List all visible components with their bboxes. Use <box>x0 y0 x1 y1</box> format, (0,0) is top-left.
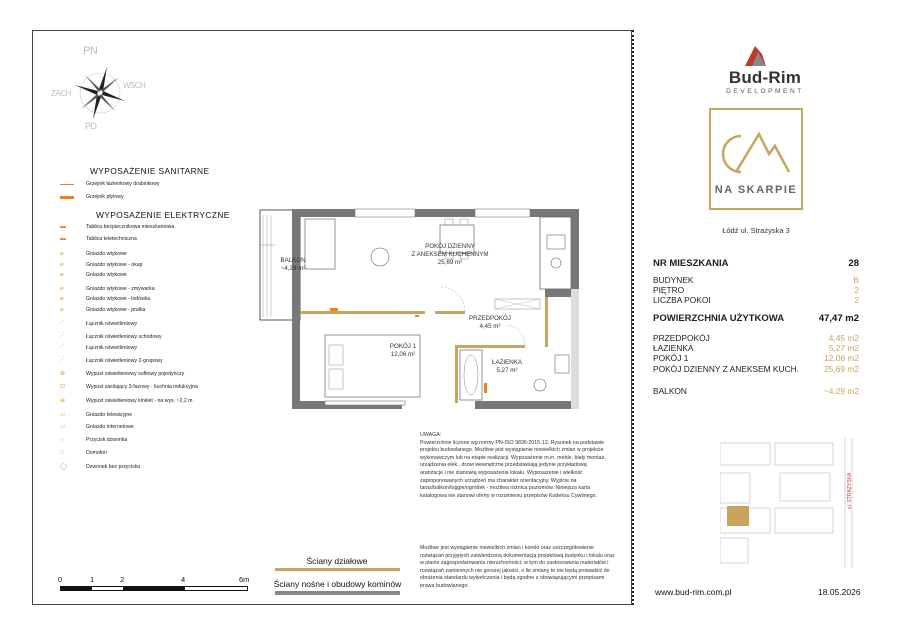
electric-symbol-icon: ⟋ <box>60 333 65 339</box>
legend-item: ⌀ Gniazdo wtykowe - zmywarka <box>60 285 155 292</box>
room-label-dzienny: POKÓJ DZIENNY Z ANEKSEM KUCHENNYM 25,69 m² <box>411 243 489 266</box>
notes-block: UWAGA: Powierzchnie liczone wg normy PN-ISO 9836:2015-12. Rysunek na podstawie projektu budowlanego. Możliwe jest wystąpienie niewielkich zmian w projekcie wykonawczym lub na etapie realizacji. Wyposażenie m.in. meble, biały montaż, urządzenia elek., drzwi wewnętrzne przedstawiają jedynie przykładową aranżacje i nie stanowią wyposażenia lokalu. Wyposażenie i wielkość zaproponowanych urządzeń ma charakter orientacyjny. Wyjście na taras/balkon/loggie/ogródek - możliwa różnica poziomów. Niniejsza karta katalogowa nie stanowi oferty w rozumieniu przepisów Kodeksu Cywilnego. <box>420 432 606 499</box>
brand-block: Bud-Rim DEVELOPMENT <box>726 68 804 95</box>
info-row: LICZBA POKOI 2 <box>653 295 859 305</box>
mountain-icon <box>711 114 801 184</box>
partition-swatch <box>275 568 400 571</box>
area-row: POKÓJ 1 12,06 m2 <box>653 353 859 363</box>
legend-item: Grzejnik łazienkowy drabinkowy <box>60 181 160 187</box>
info-row: BUDYNEK B <box>653 275 859 285</box>
legend-item: ⌀ Gniazdo wtykowe - pralka <box>60 306 146 313</box>
electric-symbol-icon: ▭ <box>60 412 66 418</box>
area-row: POKÓJ DZIENNY Z ANEKSEM KUCH. 25,69 m2 <box>653 364 859 374</box>
electric-symbol-icon: ⌀ <box>60 251 64 257</box>
electric-symbol-icon: ⟋ <box>60 320 65 326</box>
site-plan-drawing <box>720 438 860 568</box>
electric-symbol-icon: ◯ <box>60 464 67 470</box>
website-link[interactable]: www.bud-rim.com.pl <box>655 587 732 597</box>
electric-symbol-icon: ⊗ <box>60 371 66 377</box>
legend-item: ⊗ Wypust oświetleniowy sufitowy pojedynczy <box>60 370 185 377</box>
compass-star-icon <box>55 45 145 140</box>
electric-symbol-icon: ⟋ <box>60 357 65 363</box>
legend-item: Grzejnik płytowy <box>60 194 124 200</box>
sanitary-title: WYPOSAŻENIE SANITARNE <box>90 166 210 176</box>
electric-symbol-icon: ⟋ <box>60 344 65 350</box>
legend-item: □ Domofon <box>60 450 108 456</box>
date: 18.05.2026 <box>818 587 861 597</box>
divider <box>632 30 634 605</box>
floor-plan <box>255 205 585 410</box>
scale-label: 6m <box>239 575 250 584</box>
notes-block-2: Możliwe jest wystąpienie niewielkich zmian i korekt oraz uszczegółowienie rozwiązań przyjętych zatwierdzoną dokumentacją projektową budynku i lokalu oraz w planie zagospodarowania nieruchomości, w tym do zastosowania materiałów i rozwiązań zamiennych nie gorszej jakości, o ile zmiany te nie będą prowadzić do obniżenia standardu wykończenia i będą zgodne z obowiązującymi przepisami prawa budowlanego. <box>420 545 615 589</box>
area-row: ŁAZIENKA 5,27 m2 <box>653 343 859 353</box>
legend-item: ▬ Tablica bezpiecznikowa mieszkaniowa <box>60 224 175 230</box>
compass-rose <box>51 45 146 140</box>
wall-key-partition: Ściany działowe <box>306 556 368 566</box>
electric-symbol-icon: ⊡ <box>60 384 66 390</box>
legend-item: ⌀ Gniazdo wtykowe - okap <box>60 261 143 268</box>
electric-symbol-icon: ⌀ <box>60 272 64 278</box>
legend-item: ▬ Tablica teletechniczna <box>60 236 137 242</box>
info-row: PIĘTRO 2 <box>653 285 859 295</box>
room-label-balkon: BALKON ~4,29 m² <box>280 257 306 272</box>
apartment-number: NR MIESZKANIA 28 <box>653 258 859 269</box>
address: Łódź ul. Strażyska 3 <box>722 226 790 235</box>
electric-symbol-icon: ⌀ <box>60 286 64 292</box>
compass-north: PN <box>83 45 98 57</box>
electric-symbol-icon: ⌀ <box>60 262 64 268</box>
legend-item: ▭ Gniazdo telewizyjne <box>60 411 133 418</box>
legend-item: ⟋ Łącznik oświetleniowy <box>60 320 138 327</box>
legend-item: ▭ Gniazdo internetowe <box>60 423 134 430</box>
project-name: NA SKARPIE <box>714 184 798 196</box>
legend-item: ○ Przycisk dzwonka <box>60 437 128 443</box>
scale-label: 2 <box>120 575 125 584</box>
room-label-pokoj1: POKÓJ 1 12,06 m² <box>389 343 417 358</box>
electric-symbol-icon: ▬ <box>60 236 66 242</box>
legend-item: ⟋ Łącznik oświetleniowy 2-grupowy <box>60 357 163 364</box>
bearing-swatch <box>275 591 400 595</box>
electric-symbol-icon: ○ <box>60 437 64 443</box>
compass-west: ZACH <box>51 89 71 98</box>
legend-item: ⊕ Wypust oświetleniowy kinkiet - na wys. ~2,2 m <box>60 397 193 404</box>
electric-symbol-icon: ⊕ <box>60 398 66 404</box>
electric-title: WYPOSAŻENIE ELEKTRYCZNE <box>96 210 230 220</box>
legend-item: ⌀ Gniazdo wtykowe <box>60 271 127 278</box>
legend-item: ⌀ Gniazdo wtykowe <box>60 250 127 257</box>
scale-label: 1 <box>90 575 95 584</box>
legend-item: ⟋ Łącznik oświetleniowy <box>60 344 138 351</box>
balkon-row: BALKON ~4,29 m2 <box>653 386 859 396</box>
room-label-przedpokoj: PRZEDPOKÓJ 4,45 m² <box>469 315 511 330</box>
scale-label: 4 <box>181 575 186 584</box>
area-row: PRZEDPOKÓJ 4,45 m2 <box>653 333 859 343</box>
electric-symbol-icon: ▭ <box>60 424 66 430</box>
legend-item: ⌀ Gniazdo wtykowe - lodówka <box>60 295 151 302</box>
legend-item: ⊡ Wypust zasilający 3-fazowy - kuchnia indukcyjna <box>60 383 198 390</box>
electric-symbol-icon: □ <box>60 450 64 456</box>
room-label-lazienka: ŁAZIENKA 5,27 m² <box>492 359 522 374</box>
radiator-panel-icon <box>60 196 74 199</box>
electric-symbol-icon: ⌀ <box>60 307 64 313</box>
street-label: ul. STRAŻYSKA <box>847 472 854 510</box>
scale-bar <box>60 586 248 591</box>
compass-south: PD <box>85 121 97 131</box>
electric-symbol-icon: ⌀ <box>60 296 64 302</box>
compass-east: WSCH <box>123 81 146 90</box>
radiator-ladder-icon <box>60 184 74 185</box>
site-map <box>720 438 860 568</box>
wall-key-bearing: Ściany nośne i obudowy kominów <box>273 579 402 589</box>
legend-item: ◯ Dzwonek bez przycisku <box>60 463 141 470</box>
legend-item: ⟋ Łącznik oświetleniowy schodowy <box>60 333 162 340</box>
electric-symbol-icon: ▬ <box>60 224 66 230</box>
scale-label: 0 <box>58 575 63 584</box>
total-area: POWIERZCHNIA UŻYTKOWA 47,47 m2 <box>653 313 859 324</box>
bud-rim-logo-icon <box>740 40 770 68</box>
